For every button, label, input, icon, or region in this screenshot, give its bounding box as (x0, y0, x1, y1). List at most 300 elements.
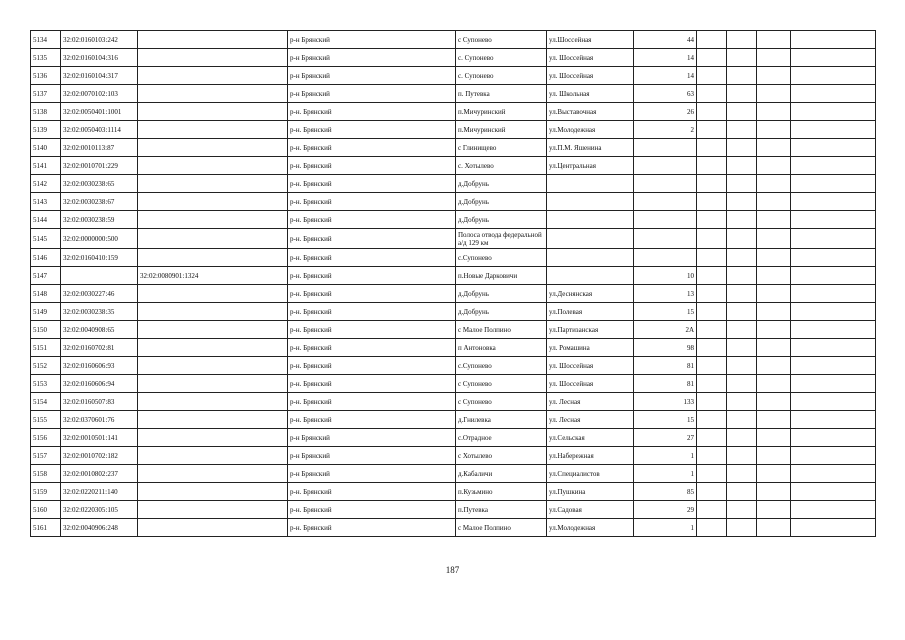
empty-cell (791, 175, 876, 193)
empty-cell (697, 175, 727, 193)
street-cell: ул.Полевая (547, 303, 634, 321)
locality-cell: с.Супонево (456, 249, 547, 267)
empty-cell (791, 31, 876, 49)
cadastral-number-cell (61, 267, 138, 285)
district-cell: р-н. Брянский (288, 285, 456, 303)
empty-cell (791, 49, 876, 67)
empty-cell (757, 339, 791, 357)
secondary-cadastral-number-cell (138, 249, 288, 267)
record-number-cell: 5156 (31, 429, 61, 447)
secondary-cadastral-number-cell (138, 121, 288, 139)
locality-cell: с Малое Полпино (456, 519, 547, 537)
empty-cell (757, 501, 791, 519)
house-number-cell: 85 (634, 483, 697, 501)
cadastral-number-cell: 32:02:0160606:94 (61, 375, 138, 393)
secondary-cadastral-number-cell (138, 321, 288, 339)
secondary-cadastral-number-cell (138, 447, 288, 465)
record-number-cell: 5151 (31, 339, 61, 357)
district-cell: р-н. Брянский (288, 375, 456, 393)
district-cell: р-н. Брянский (288, 483, 456, 501)
house-number-cell: 2 (634, 121, 697, 139)
house-number-cell: 14 (634, 49, 697, 67)
record-number-cell: 5152 (31, 357, 61, 375)
empty-cell (757, 357, 791, 375)
empty-cell (791, 411, 876, 429)
table-row (31, 103, 876, 121)
empty-cell (697, 465, 727, 483)
record-number-cell: 5135 (31, 49, 61, 67)
locality-cell: с Супонево (456, 393, 547, 411)
street-cell: ул. Шоссейная (547, 357, 634, 375)
empty-cell (697, 211, 727, 229)
empty-cell (757, 193, 791, 211)
empty-cell (791, 103, 876, 121)
record-number-cell: 5153 (31, 375, 61, 393)
record-number-cell: 5138 (31, 103, 61, 121)
cadastral-number-cell: 32:02:0010802:237 (61, 465, 138, 483)
street-cell (547, 267, 634, 285)
table-row (31, 303, 876, 321)
empty-cell (697, 321, 727, 339)
empty-cell (697, 375, 727, 393)
street-cell: ул. Лесная (547, 411, 634, 429)
house-number-cell (634, 229, 697, 249)
empty-cell (791, 139, 876, 157)
empty-cell (697, 103, 727, 121)
empty-cell (791, 393, 876, 411)
empty-cell (757, 483, 791, 501)
locality-cell: с. Хотылево (456, 157, 547, 175)
secondary-cadastral-number-cell (138, 285, 288, 303)
empty-cell (727, 139, 757, 157)
empty-cell (697, 411, 727, 429)
empty-cell (697, 31, 727, 49)
locality-cell: п.Кузьмино (456, 483, 547, 501)
district-cell: р-н. Брянский (288, 139, 456, 157)
empty-cell (757, 303, 791, 321)
record-number-cell: 5142 (31, 175, 61, 193)
secondary-cadastral-number-cell (138, 175, 288, 193)
house-number-cell (634, 139, 697, 157)
cadastral-number-cell: 32:02:0030238:35 (61, 303, 138, 321)
table-row (31, 285, 876, 303)
empty-cell (791, 157, 876, 175)
table-row (31, 49, 876, 67)
empty-cell (727, 465, 757, 483)
secondary-cadastral-number-cell (138, 519, 288, 537)
empty-cell (791, 85, 876, 103)
secondary-cadastral-number-cell (138, 157, 288, 175)
empty-cell (791, 321, 876, 339)
empty-cell (697, 339, 727, 357)
locality-cell: д.Добрунь (456, 211, 547, 229)
house-number-cell: 15 (634, 303, 697, 321)
locality-cell: п. Путевка (456, 85, 547, 103)
empty-cell (757, 519, 791, 537)
district-cell: р-н. Брянский (288, 157, 456, 175)
district-cell: р-н Брянский (288, 85, 456, 103)
empty-cell (791, 429, 876, 447)
empty-cell (697, 285, 727, 303)
empty-cell (791, 285, 876, 303)
district-cell: р-н. Брянский (288, 267, 456, 285)
locality-cell: д.Гнилевка (456, 411, 547, 429)
secondary-cadastral-number-cell (138, 139, 288, 157)
empty-cell (727, 393, 757, 411)
record-number-cell: 5149 (31, 303, 61, 321)
district-cell: р-н. Брянский (288, 357, 456, 375)
secondary-cadastral-number-cell (138, 303, 288, 321)
street-cell: ул. Шоссейная (547, 67, 634, 85)
empty-cell (757, 465, 791, 483)
cadastral-number-cell: 32:02:0160103:242 (61, 31, 138, 49)
locality-cell: п.Мичуринский (456, 103, 547, 121)
empty-cell (757, 411, 791, 429)
house-number-cell: 133 (634, 393, 697, 411)
empty-cell (757, 429, 791, 447)
locality-cell: д.Добрунь (456, 193, 547, 211)
street-cell (547, 193, 634, 211)
empty-cell (757, 375, 791, 393)
table-row (31, 483, 876, 501)
empty-cell (757, 103, 791, 121)
secondary-cadastral-number-cell (138, 429, 288, 447)
table-row (31, 31, 876, 49)
street-cell: ул.Партизанская (547, 321, 634, 339)
street-cell: ул.Выставочная (547, 103, 634, 121)
record-number-cell: 5141 (31, 157, 61, 175)
record-number-cell: 5147 (31, 267, 61, 285)
cadastral-number-cell: 32:02:0160507:83 (61, 393, 138, 411)
empty-cell (697, 139, 727, 157)
district-cell: р-н. Брянский (288, 393, 456, 411)
cadastral-number-cell: 32:02:0010702:182 (61, 447, 138, 465)
district-cell: р-н. Брянский (288, 339, 456, 357)
table-row (31, 157, 876, 175)
locality-cell: п Антоновка (456, 339, 547, 357)
empty-cell (727, 229, 757, 249)
locality-cell: с. Супонево (456, 67, 547, 85)
empty-cell (727, 303, 757, 321)
cadastral-number-cell: 32:02:0030238:65 (61, 175, 138, 193)
district-cell: р-н. Брянский (288, 121, 456, 139)
house-number-cell: 98 (634, 339, 697, 357)
street-cell: ул.Набережная (547, 447, 634, 465)
empty-cell (697, 303, 727, 321)
table-row (31, 229, 876, 249)
cadastral-number-cell: 32:02:0030227:46 (61, 285, 138, 303)
locality-cell: д.Добрунь (456, 303, 547, 321)
empty-cell (727, 285, 757, 303)
cadastral-number-cell: 32:02:0050403:1114 (61, 121, 138, 139)
street-cell: ул.Садовая (547, 501, 634, 519)
empty-cell (757, 139, 791, 157)
locality-cell: с. Супонево (456, 49, 547, 67)
registry-body (31, 31, 876, 537)
secondary-cadastral-number-cell (138, 375, 288, 393)
table-row (31, 465, 876, 483)
house-number-cell: 1 (634, 447, 697, 465)
empty-cell (757, 321, 791, 339)
empty-cell (697, 519, 727, 537)
locality-cell: д.Кабаличи (456, 465, 547, 483)
record-number-cell: 5159 (31, 483, 61, 501)
empty-cell (727, 267, 757, 285)
district-cell: р-н. Брянский (288, 501, 456, 519)
empty-cell (697, 393, 727, 411)
empty-cell (757, 393, 791, 411)
street-cell: ул.П.М. Яшенина (547, 139, 634, 157)
cadastral-number-cell: 32:02:0030238:67 (61, 193, 138, 211)
street-cell: ул.Молодежная (547, 121, 634, 139)
cadastral-number-cell: 32:02:0070102:103 (61, 85, 138, 103)
empty-cell (791, 249, 876, 267)
house-number-cell (634, 249, 697, 267)
empty-cell (791, 211, 876, 229)
empty-cell (727, 121, 757, 139)
house-number-cell (634, 193, 697, 211)
street-cell (547, 175, 634, 193)
empty-cell (791, 339, 876, 357)
table-row (31, 339, 876, 357)
locality-cell: с Супонево (456, 31, 547, 49)
house-number-cell (634, 157, 697, 175)
cadastral-number-cell: 32:02:0160104:316 (61, 49, 138, 67)
secondary-cadastral-number-cell (138, 357, 288, 375)
cadastral-number-cell: 32:02:0220305:105 (61, 501, 138, 519)
record-number-cell: 5136 (31, 67, 61, 85)
locality-cell: д.Добрунь (456, 175, 547, 193)
empty-cell (727, 339, 757, 357)
empty-cell (791, 519, 876, 537)
empty-cell (697, 429, 727, 447)
record-number-cell: 5137 (31, 85, 61, 103)
cadastral-number-cell: 32:02:0040908:65 (61, 321, 138, 339)
district-cell: р-н Брянский (288, 447, 456, 465)
empty-cell (727, 483, 757, 501)
empty-cell (757, 229, 791, 249)
record-number-cell: 5145 (31, 229, 61, 249)
record-number-cell: 5161 (31, 519, 61, 537)
empty-cell (727, 103, 757, 121)
secondary-cadastral-number-cell (138, 103, 288, 121)
empty-cell (727, 67, 757, 85)
locality-cell: с Глинищево (456, 139, 547, 157)
secondary-cadastral-number-cell (138, 211, 288, 229)
street-cell: ул.Центральная (547, 157, 634, 175)
table-row (31, 121, 876, 139)
cadastral-number-cell: 32:02:0010113:87 (61, 139, 138, 157)
table-row (31, 211, 876, 229)
record-number-cell: 5146 (31, 249, 61, 267)
empty-cell (697, 85, 727, 103)
locality-cell: п.Мичуринский (456, 121, 547, 139)
locality-cell: с Супонево (456, 375, 547, 393)
record-number-cell: 5155 (31, 411, 61, 429)
secondary-cadastral-number-cell (138, 501, 288, 519)
table-row (31, 519, 876, 537)
empty-cell (757, 249, 791, 267)
empty-cell (727, 193, 757, 211)
empty-cell (697, 357, 727, 375)
record-number-cell: 5134 (31, 31, 61, 49)
district-cell: р-н Брянский (288, 67, 456, 85)
empty-cell (727, 501, 757, 519)
cadastral-number-cell: 32:02:0050401:1001 (61, 103, 138, 121)
street-cell: ул.Специалистов (547, 465, 634, 483)
empty-cell (727, 429, 757, 447)
empty-cell (791, 193, 876, 211)
empty-cell (727, 85, 757, 103)
street-cell (547, 229, 634, 249)
empty-cell (791, 465, 876, 483)
street-cell (547, 211, 634, 229)
street-cell: ул.Сельская (547, 429, 634, 447)
table-row (31, 67, 876, 85)
empty-cell (697, 193, 727, 211)
street-cell: ул. Шоссейная (547, 49, 634, 67)
empty-cell (757, 49, 791, 67)
record-number-cell: 5144 (31, 211, 61, 229)
house-number-cell: 13 (634, 285, 697, 303)
empty-cell (697, 67, 727, 85)
table-row (31, 139, 876, 157)
empty-cell (791, 375, 876, 393)
street-cell: ул.Молодежная (547, 519, 634, 537)
secondary-cadastral-number-cell (138, 411, 288, 429)
table-row (31, 193, 876, 211)
cadastral-number-cell: 32:02:0160410:159 (61, 249, 138, 267)
record-number-cell: 5158 (31, 465, 61, 483)
record-number-cell: 5150 (31, 321, 61, 339)
empty-cell (757, 85, 791, 103)
cadastral-number-cell: 32:02:0160702:81 (61, 339, 138, 357)
empty-cell (727, 321, 757, 339)
locality-cell: Полоса отвода федеральной а/д 129 км (456, 229, 547, 249)
record-number-cell: 5154 (31, 393, 61, 411)
house-number-cell: 14 (634, 67, 697, 85)
empty-cell (697, 501, 727, 519)
registry-table (30, 30, 876, 537)
empty-cell (697, 447, 727, 465)
empty-cell (727, 519, 757, 537)
street-cell: ул. Ромашина (547, 339, 634, 357)
empty-cell (727, 175, 757, 193)
empty-cell (697, 249, 727, 267)
empty-cell (757, 67, 791, 85)
cadastral-number-cell: 32:02:0010501:141 (61, 429, 138, 447)
table-row (31, 357, 876, 375)
empty-cell (791, 483, 876, 501)
empty-cell (727, 249, 757, 267)
empty-cell (791, 229, 876, 249)
table-row (31, 249, 876, 267)
empty-cell (697, 229, 727, 249)
locality-cell: с.Отрадное (456, 429, 547, 447)
house-number-cell (634, 175, 697, 193)
record-number-cell: 5160 (31, 501, 61, 519)
cadastral-number-cell: 32:02:0160104:317 (61, 67, 138, 85)
empty-cell (727, 157, 757, 175)
locality-cell: с Хотылево (456, 447, 547, 465)
house-number-cell: 63 (634, 85, 697, 103)
table-row (31, 411, 876, 429)
cadastral-number-cell: 32:02:0370601:76 (61, 411, 138, 429)
district-cell: р-н Брянский (288, 31, 456, 49)
empty-cell (697, 49, 727, 67)
house-number-cell: 26 (634, 103, 697, 121)
house-number-cell: 29 (634, 501, 697, 519)
secondary-cadastral-number-cell (138, 193, 288, 211)
secondary-cadastral-number-cell (138, 229, 288, 249)
street-cell: ул. Шоссейная (547, 375, 634, 393)
empty-cell (697, 267, 727, 285)
locality-cell: с.Супонево (456, 357, 547, 375)
street-cell: ул. Лесная (547, 393, 634, 411)
secondary-cadastral-number-cell (138, 31, 288, 49)
table-row (31, 429, 876, 447)
house-number-cell: 81 (634, 375, 697, 393)
secondary-cadastral-number-cell (138, 85, 288, 103)
cadastral-number-cell: 32:02:0030238:59 (61, 211, 138, 229)
district-cell: р-н. Брянский (288, 175, 456, 193)
house-number-cell: 44 (634, 31, 697, 49)
table-row (31, 175, 876, 193)
district-cell: р-н. Брянский (288, 211, 456, 229)
empty-cell (727, 411, 757, 429)
empty-cell (727, 447, 757, 465)
empty-cell (697, 483, 727, 501)
house-number-cell: 81 (634, 357, 697, 375)
secondary-cadastral-number-cell (138, 67, 288, 85)
cadastral-number-cell: 32:02:0010701:229 (61, 157, 138, 175)
district-cell: р-н. Брянский (288, 103, 456, 121)
district-cell: р-н. Брянский (288, 321, 456, 339)
table-row (31, 393, 876, 411)
cadastral-number-cell: 32:02:0160606:93 (61, 357, 138, 375)
record-number-cell: 5140 (31, 139, 61, 157)
empty-cell (757, 285, 791, 303)
empty-cell (791, 67, 876, 85)
street-cell (547, 249, 634, 267)
empty-cell (757, 211, 791, 229)
record-number-cell: 5143 (31, 193, 61, 211)
empty-cell (791, 303, 876, 321)
empty-cell (727, 375, 757, 393)
page-number: 187 (445, 565, 460, 575)
district-cell: р-н Брянский (288, 49, 456, 67)
empty-cell (757, 447, 791, 465)
table-row (31, 447, 876, 465)
locality-cell: п.Новые Дарковичи (456, 267, 547, 285)
district-cell: р-н. Брянский (288, 411, 456, 429)
street-cell: ул. Школьная (547, 85, 634, 103)
empty-cell (791, 267, 876, 285)
house-number-cell: 15 (634, 411, 697, 429)
empty-cell (727, 211, 757, 229)
district-cell: р-н. Брянский (288, 193, 456, 211)
district-cell: р-н. Брянский (288, 519, 456, 537)
table-row (31, 85, 876, 103)
empty-cell (727, 49, 757, 67)
district-cell: р-н. Брянский (288, 303, 456, 321)
record-number-cell: 5139 (31, 121, 61, 139)
empty-cell (791, 357, 876, 375)
empty-cell (757, 157, 791, 175)
district-cell: р-н Брянский (288, 465, 456, 483)
empty-cell (791, 447, 876, 465)
house-number-cell: 27 (634, 429, 697, 447)
